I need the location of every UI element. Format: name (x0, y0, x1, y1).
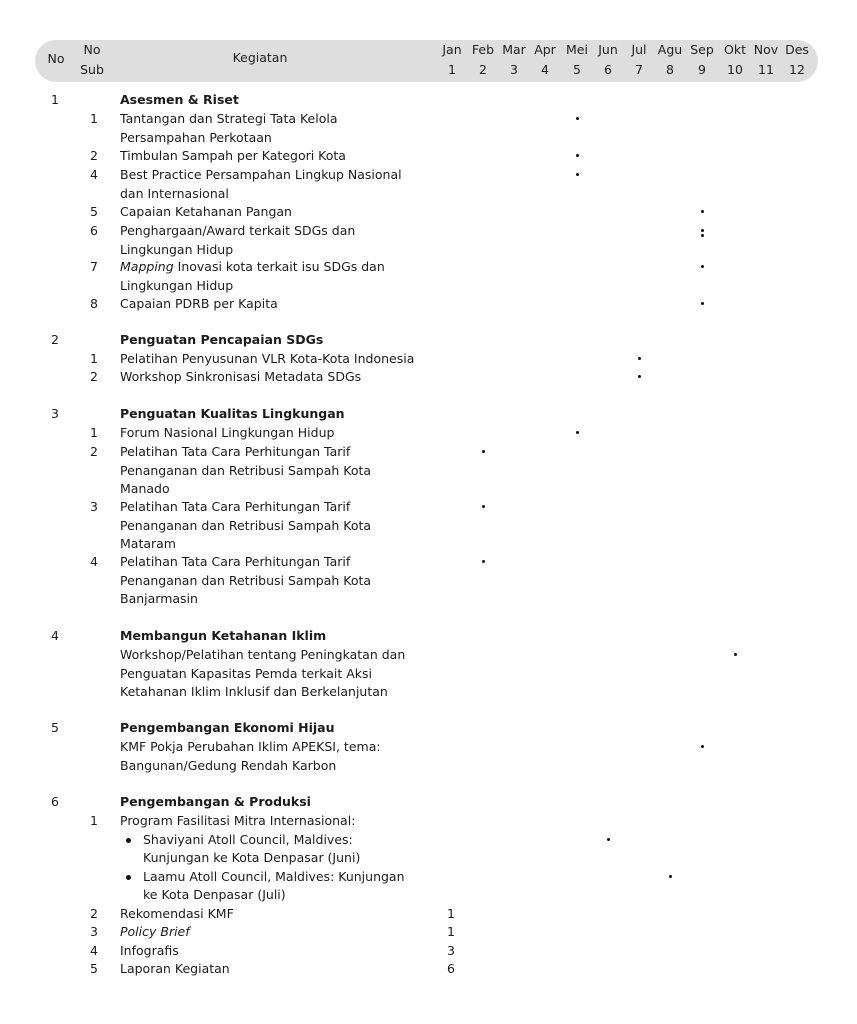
section-title: Asesmen & Riset (120, 92, 239, 107)
item-sub-number: 3 (90, 499, 98, 514)
item-sub-number: 5 (90, 204, 98, 219)
item-text: Manado (120, 481, 170, 496)
schedule-mark (482, 560, 485, 563)
bullet-text: Shaviyani Atoll Council, Maldives: (143, 831, 353, 847)
header-month-name: Jun (598, 42, 618, 57)
header-month-name: Sep (690, 42, 714, 57)
item-text: Capaian PDRB per Kapita (120, 296, 278, 311)
item-sub-number: 1 (90, 425, 98, 440)
item-text: Ketahanan Iklim Inklusif dan Berkelanjutan (120, 684, 388, 699)
section-number: 5 (51, 720, 59, 735)
item-text: Pelatihan Tata Cara Perhitungan Tarif (120, 499, 351, 514)
schedule-mark (701, 745, 704, 748)
header-month-name: Jul (631, 42, 647, 57)
item-text: Lingkungan Hidup (120, 241, 234, 257)
item-text: Bangunan/Gedung Rendah Karbon (120, 757, 337, 773)
schedule-mark (701, 265, 704, 268)
schedule-mark (701, 234, 704, 237)
item-text (120, 923, 190, 942)
header-month-name: Feb (471, 42, 495, 57)
header-month-number: 7 (635, 62, 643, 77)
header-month-number: 3 (510, 62, 518, 77)
item-text: Forum Nasional Lingkungan Hidup (120, 425, 335, 440)
item-text: Tantangan dan Strategi Tata Kelola (120, 111, 338, 126)
section-title: Pengembangan & Produksi (120, 794, 311, 809)
header-month-number: 8 (666, 62, 674, 77)
header-month-name: Agu (657, 42, 683, 57)
item-text: Pelatihan Penyusunan VLR Kota-Kota Indonesia (120, 351, 415, 366)
header-no: No (47, 51, 65, 66)
item-sub-number: 1 (90, 111, 98, 126)
item-text: Program Fasilitasi Mitra Internasional: (120, 813, 356, 828)
schedule-mark (701, 229, 704, 232)
item-sub-number: 3 (90, 924, 98, 939)
schedule-mark (701, 210, 704, 213)
item-text: Workshop/Pelatihan tentang Peningkatan dan (120, 647, 406, 662)
item-text: Rekomendasi KMF (120, 906, 234, 921)
item-text: Mataram (120, 536, 176, 551)
section-title: Penguatan Pencapaian SDGs (120, 332, 324, 347)
header-month-name: Nov (753, 42, 779, 57)
item-count: 3 (447, 943, 455, 958)
item-sub-number: 2 (90, 148, 98, 163)
section-title: Penguatan Kualitas Lingkungan (120, 406, 345, 421)
item-sub-number: 8 (90, 296, 98, 311)
header-month-number: 5 (573, 62, 581, 77)
header-month-name: Mar (502, 42, 526, 57)
header-no-sub: Sub (80, 62, 104, 77)
item-text: Penanganan dan Retribusi Sampah Kota (120, 572, 372, 588)
header-month-name: Jan (442, 42, 462, 57)
bullet-text: Laamu Atoll Council, Maldives: Kunjungan (143, 868, 405, 884)
item-sub-number: 4 (90, 167, 98, 182)
schedule-mark (701, 302, 704, 305)
item-count: 1 (447, 924, 455, 939)
schedule-mark (607, 838, 610, 841)
item-text: Capaian Ketahanan Pangan (120, 204, 292, 219)
item-text: Timbulan Sampah per Kategori Kota (120, 148, 346, 163)
section-number: 2 (51, 332, 59, 347)
item-text: KMF Pokja Perubahan Iklim APEKSI, tema: (120, 739, 381, 754)
bullet-point (126, 875, 131, 880)
schedule-mark (734, 653, 737, 656)
item-text: dan Internasional (120, 185, 229, 201)
item-text: Penghargaan/Award terkait SDGs dan (120, 223, 356, 238)
item-sub-number: 4 (90, 554, 98, 569)
header-month-number: 4 (541, 62, 549, 77)
item-text: Pelatihan Tata Cara Perhitungan Tarif (120, 444, 351, 459)
item-text: Banjarmasin (120, 591, 198, 606)
item-text: Persampahan Perkotaan (120, 129, 272, 145)
schedule-mark (638, 357, 641, 360)
header-month-number: 6 (604, 62, 612, 77)
item-text: Workshop Sinkronisasi Metadata SDGs (120, 369, 362, 384)
schedule-mark (638, 375, 641, 378)
item-text-italic: Policy Brief (120, 924, 190, 939)
section-title: Membangun Ketahanan Iklim (120, 628, 327, 643)
item-text: Penguatan Kapasitas Pemda terkait Aksi (120, 665, 373, 681)
bullet-text: Kunjungan ke Kota Denpasar (Juni) (143, 850, 361, 865)
header-month-number: 12 (789, 62, 805, 77)
header-month-name: Okt (724, 42, 746, 57)
item-sub-number: 1 (90, 351, 98, 366)
header-month-name: Des (785, 42, 809, 57)
item-text: Laporan Kegiatan (120, 961, 230, 976)
schedule-mark (669, 875, 672, 878)
item-sub-number: 2 (90, 444, 98, 459)
item-text: Penanganan dan Retribusi Sampah Kota (120, 462, 372, 478)
bullet-point (126, 838, 131, 843)
header-month-number: 1 (448, 62, 456, 77)
item-text-rest: Inovasi kota terkait isu SDGs dan (173, 259, 385, 274)
item-text-italic: Mapping (120, 259, 174, 274)
item-text: Penanganan dan Retribusi Sampah Kota (120, 517, 372, 533)
section-number: 4 (51, 628, 59, 643)
section-number: 1 (51, 92, 59, 107)
header-month-name: Mei (566, 42, 588, 57)
header-month-number: 9 (698, 62, 706, 77)
bullet-text: ke Kota Denpasar (Juli) (143, 887, 286, 902)
header-no-sub: No (83, 42, 101, 57)
item-text: Infografis (120, 943, 179, 958)
item-text: Lingkungan Hidup (120, 277, 234, 293)
schedule-mark (576, 154, 579, 157)
item-text: Best Practice Persampahan Lingkup Nasional (120, 167, 402, 182)
header-month-number: 10 (727, 62, 743, 77)
item-sub-number: 4 (90, 943, 98, 958)
header-month-number: 2 (479, 62, 487, 77)
header-kegiatan: Kegiatan (232, 50, 288, 65)
item-sub-number: 5 (90, 961, 98, 976)
header-month-name: Apr (534, 42, 556, 57)
schedule-mark (482, 450, 485, 453)
item-count: 1 (447, 906, 455, 921)
item-sub-number: 6 (90, 223, 98, 238)
item-sub-number: 1 (90, 813, 98, 828)
schedule-mark (482, 505, 485, 508)
item-text (120, 258, 385, 277)
section-title: Pengembangan Ekonomi Hijau (120, 720, 335, 735)
schedule-mark (576, 173, 579, 176)
item-sub-number: 7 (90, 259, 98, 274)
section-number: 6 (51, 794, 59, 809)
schedule-mark (576, 117, 579, 120)
header-month-number: 11 (758, 62, 774, 77)
schedule-mark (576, 431, 579, 434)
item-sub-number: 2 (90, 906, 98, 921)
section-number: 3 (51, 406, 59, 421)
item-count: 6 (447, 961, 455, 976)
item-text: Pelatihan Tata Cara Perhitungan Tarif (120, 554, 351, 569)
item-sub-number: 2 (90, 369, 98, 384)
